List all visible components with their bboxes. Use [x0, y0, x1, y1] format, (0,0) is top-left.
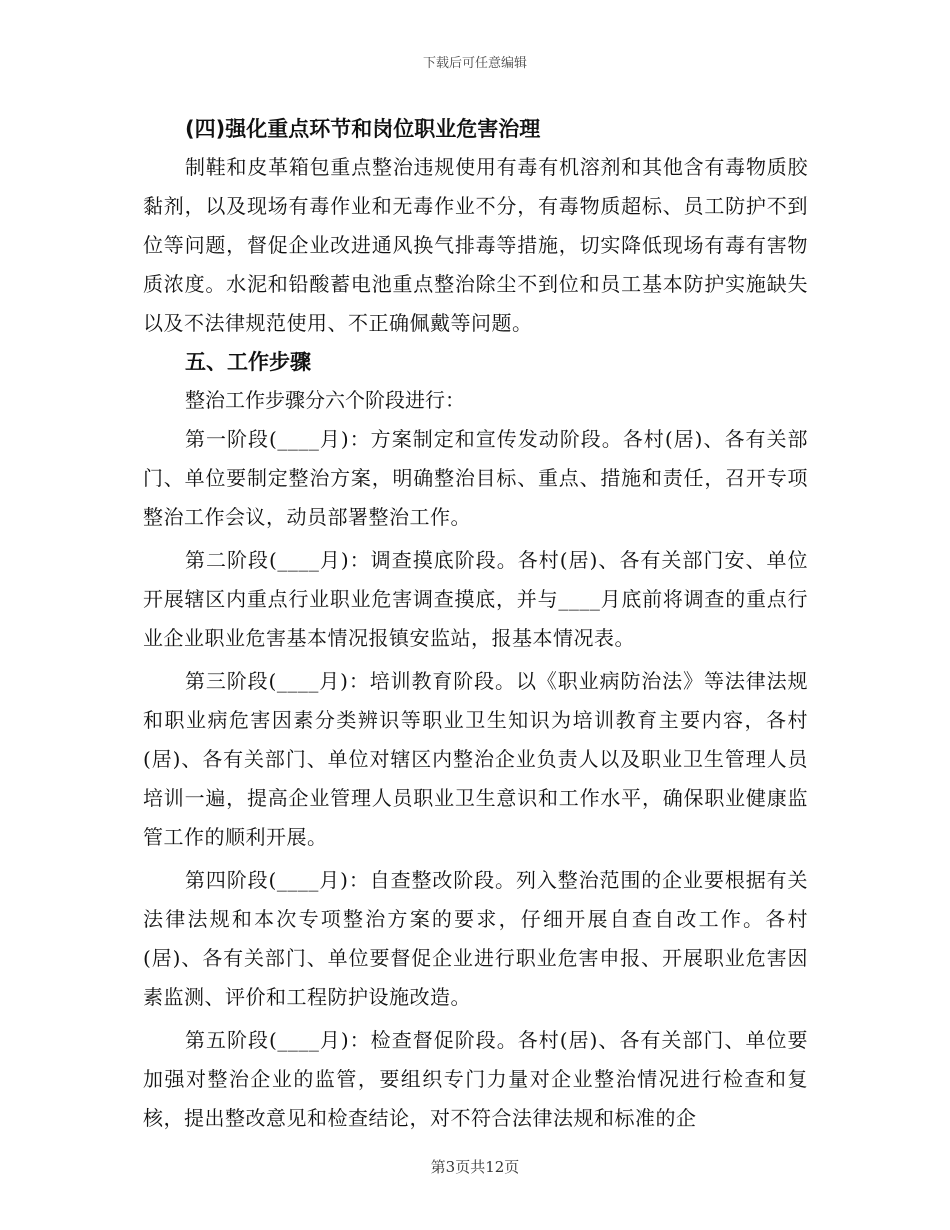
paragraph-stage-3: 第三阶段(____月)：培训教育阶段。以《职业病防治法》等法律法规和职业病危害因素分类辨识等职业卫生知识为培训教育主要内容，各村(居)、各有关部门、单位对辖区内整治企业负责人以及职业卫生管理人员培训一遍，提高企业管理人员职业卫生意识和工作水平，确保职业健康监管工作的顺利开展。: [143, 669, 808, 849]
section-heading-4: (四)强化重点环节和岗位职业危害治理: [185, 117, 541, 141]
paragraph-stage-2: 第二阶段(____月)：调查摸底阶段。各村(居)、各有关部门安、单位开展辖区内重点行业职业危害调查摸底，并与____月底前将调查的重点行业企业职业危害基本情况报镇安监站，报基本情况表。: [143, 548, 808, 650]
section-heading-5: 五、工作步骤: [185, 350, 311, 374]
document-body: [143, 110, 808, 1138]
page-number: 第3页共12页: [430, 1158, 520, 1176]
paragraph-stage-5: 第五阶段(____月)：检查督促阶段。各村(居)、各有关部门、单位要加强对整治企业的监管，要组织专门力量对企业整治情况进行检查和复核，提出整改意见和检查结论，对不符合法律法规和标准的企: [143, 1028, 808, 1130]
paragraph-intro: 整治工作步骤分六个阶段进行：: [185, 388, 465, 412]
page-header: 下载后可任意编辑: [422, 56, 527, 71]
paragraph-stage-1: 第一阶段(____月)：方案制定和宣传发动阶段。各村(居)、各有关部门、单位要制定整治方案，明确整治目标、重点、措施和责任，召开专项整治工作会议，动员部署整治工作。: [143, 427, 808, 529]
paragraph-section-4: 制鞋和皮革箱包重点整治违规使用有毒有机溶剂和其他含有毒物质胶黏剂，以及现场有毒作业和无毒作业不分，有毒物质超标、员工防护不到位等问题，督促企业改进通风换气排毒等措施，切实降低现场有毒有害物质浓度。水泥和铅酸蓄电池重点整治除尘不到位和员工基本防护实施缺失以及不法律规范使用、不正确佩戴等问题。: [143, 155, 808, 335]
paragraph-stage-4: 第四阶段(____月)：自查整改阶段。列入整治范围的企业要根据有关法律法规和本次专项整治方案的要求，仔细开展自查自改工作。各村(居)、各有关部门、单位要督促企业进行职业危害申报、开展职业危害因素监测、评价和工程防护设施改造。: [143, 868, 808, 1009]
